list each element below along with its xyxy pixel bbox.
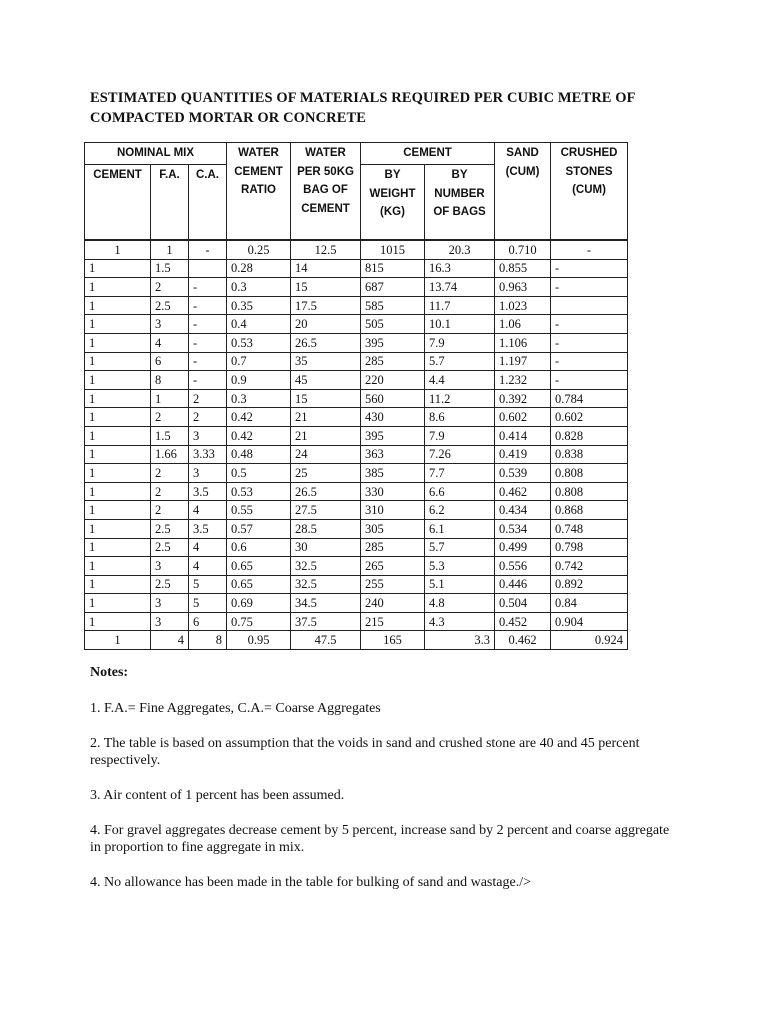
cell-sand: 1.197 <box>495 352 551 371</box>
cell-mix-cement: 1 <box>85 519 151 538</box>
cell-mix-cement: 1 <box>85 259 151 278</box>
cell-crushed-stones: - <box>551 333 628 352</box>
cell-crushed-stones: - <box>551 240 628 259</box>
cell-mix-cement: 1 <box>85 240 151 259</box>
cell-sand: 0.534 <box>495 519 551 538</box>
table-body <box>85 240 628 650</box>
table-row <box>85 482 628 501</box>
cell-cement-by-number: 16.3 <box>425 259 495 278</box>
cell-water-per-bag: 14 <box>291 259 361 278</box>
cell-sand: 0.602 <box>495 408 551 427</box>
cell-mix-cement: 1 <box>85 612 151 631</box>
cell-mix-cement: 1 <box>85 371 151 390</box>
cell-fa: 2 <box>151 482 189 501</box>
cell-cement-by-weight: 395 <box>361 333 425 352</box>
cell-cement-by-weight: 363 <box>361 445 425 464</box>
cell-water-per-bag: 26.5 <box>291 482 361 501</box>
cell-cement-by-weight: 165 <box>361 631 425 650</box>
cell-sand: 0.419 <box>495 445 551 464</box>
cell-cement-by-weight: 240 <box>361 594 425 613</box>
cell-water-cement-ratio: 0.53 <box>227 482 291 501</box>
cell-water-cement-ratio: 0.4 <box>227 315 291 334</box>
table-row <box>85 538 628 557</box>
cell-sand: 1.023 <box>495 296 551 315</box>
cell-cement-by-number: 5.3 <box>425 557 495 576</box>
cell-mix-cement: 1 <box>85 408 151 427</box>
cell-ca: - <box>189 240 227 259</box>
table-row <box>85 612 628 631</box>
cell-cement-by-number: 7.9 <box>425 426 495 445</box>
materials-table <box>84 142 628 650</box>
cell-fa: 1.5 <box>151 426 189 445</box>
cell-water-per-bag: 15 <box>291 389 361 408</box>
cell-ca: 5 <box>189 575 227 594</box>
cell-ca: 4 <box>189 557 227 576</box>
table-row <box>85 296 628 315</box>
cell-fa: 2.5 <box>151 519 189 538</box>
cell-fa: 3 <box>151 315 189 334</box>
cell-sand: 0.556 <box>495 557 551 576</box>
cell-cement-by-number: 6.6 <box>425 482 495 501</box>
cell-crushed-stones: - <box>551 315 628 334</box>
cell-water-per-bag: 35 <box>291 352 361 371</box>
cell-fa: 2.5 <box>151 296 189 315</box>
table-row <box>85 352 628 371</box>
cell-mix-cement: 1 <box>85 482 151 501</box>
cell-mix-cement: 1 <box>85 352 151 371</box>
cell-water-per-bag: 27.5 <box>291 501 361 520</box>
cell-cement-by-weight: 560 <box>361 389 425 408</box>
cell-fa: 2.5 <box>151 575 189 594</box>
cell-ca: 2 <box>189 408 227 427</box>
cell-sand: 1.232 <box>495 371 551 390</box>
table-row <box>85 315 628 334</box>
header-water-cement-ratio: WATER CEMENT RATIO <box>227 143 291 241</box>
cell-cement-by-weight: 310 <box>361 501 425 520</box>
cell-fa: 3 <box>151 594 189 613</box>
cell-fa: 3 <box>151 612 189 631</box>
cell-water-per-bag: 17.5 <box>291 296 361 315</box>
cell-water-cement-ratio: 0.95 <box>227 631 291 650</box>
cell-cement-by-weight: 285 <box>361 352 425 371</box>
cell-sand: 0.710 <box>495 240 551 259</box>
cell-mix-cement: 1 <box>85 296 151 315</box>
note-item: 2. The table is based on assumption that the voids in sand and crushed stone are 40 and 45 percent respectively. <box>90 736 640 768</box>
cell-water-cement-ratio: 0.65 <box>227 557 291 576</box>
cell-water-cement-ratio: 0.35 <box>227 296 291 315</box>
cell-water-cement-ratio: 0.69 <box>227 594 291 613</box>
cell-mix-cement: 1 <box>85 278 151 297</box>
cell-cement-by-weight: 1015 <box>361 240 425 259</box>
cell-cement-by-number: 20.3 <box>425 240 495 259</box>
cell-water-per-bag: 20 <box>291 315 361 334</box>
cell-sand: 0.499 <box>495 538 551 557</box>
cell-cement-by-weight: 505 <box>361 315 425 334</box>
cell-water-per-bag: 30 <box>291 538 361 557</box>
cell-cement-by-number: 7.7 <box>425 464 495 483</box>
cell-crushed-stones: 0.904 <box>551 612 628 631</box>
cell-sand: 0.462 <box>495 482 551 501</box>
cell-crushed-stones: 0.602 <box>551 408 628 427</box>
header-sand: SAND (CUM) <box>495 143 551 241</box>
cell-crushed-stones: 0.924 <box>551 631 628 650</box>
cell-ca: 3 <box>189 426 227 445</box>
cell-ca: - <box>189 278 227 297</box>
cell-mix-cement: 1 <box>85 538 151 557</box>
cell-cement-by-weight: 265 <box>361 557 425 576</box>
cell-cement-by-number: 11.2 <box>425 389 495 408</box>
cell-fa: 2 <box>151 464 189 483</box>
cell-cement-by-weight: 815 <box>361 259 425 278</box>
cell-water-cement-ratio: 0.57 <box>227 519 291 538</box>
cell-crushed-stones: - <box>551 278 628 297</box>
cell-cement-by-number: 4.4 <box>425 371 495 390</box>
table-row <box>85 259 628 278</box>
cell-water-cement-ratio: 0.75 <box>227 612 291 631</box>
cell-water-cement-ratio: 0.42 <box>227 408 291 427</box>
cell-cement-by-number: 3.3 <box>425 631 495 650</box>
cell-sand: 0.392 <box>495 389 551 408</box>
header-ca: C.A. <box>189 165 227 241</box>
header-crushed-stones: CRUSHED STONES (CUM) <box>551 143 628 241</box>
cell-fa: 1.66 <box>151 445 189 464</box>
cell-fa: 3 <box>151 557 189 576</box>
cell-cement-by-number: 5.1 <box>425 575 495 594</box>
table-row <box>85 519 628 538</box>
cell-sand: 0.462 <box>495 631 551 650</box>
cell-water-cement-ratio: 0.7 <box>227 352 291 371</box>
cell-crushed-stones: 0.798 <box>551 538 628 557</box>
cell-cement-by-number: 6.2 <box>425 501 495 520</box>
cell-sand: 1.06 <box>495 315 551 334</box>
cell-mix-cement: 1 <box>85 389 151 408</box>
note-item: 3. Air content of 1 percent has been assumed. <box>90 788 345 803</box>
cell-water-cement-ratio: 0.3 <box>227 389 291 408</box>
cell-fa: 6 <box>151 352 189 371</box>
cell-mix-cement: 1 <box>85 464 151 483</box>
cell-water-cement-ratio: 0.25 <box>227 240 291 259</box>
table-row <box>85 575 628 594</box>
cell-water-per-bag: 24 <box>291 445 361 464</box>
cell-cement-by-number: 7.9 <box>425 333 495 352</box>
cell-water-cement-ratio: 0.65 <box>227 575 291 594</box>
table-row <box>85 371 628 390</box>
cell-fa: 4 <box>151 631 189 650</box>
cell-sand: 0.855 <box>495 259 551 278</box>
cell-ca: - <box>189 371 227 390</box>
cell-water-cement-ratio: 0.28 <box>227 259 291 278</box>
cell-water-cement-ratio: 0.42 <box>227 426 291 445</box>
header-nominal-mix: NOMINAL MIX <box>85 143 227 165</box>
cell-crushed-stones: 0.84 <box>551 594 628 613</box>
cell-water-cement-ratio: 0.5 <box>227 464 291 483</box>
cell-ca: 4 <box>189 501 227 520</box>
cell-cement-by-weight: 255 <box>361 575 425 594</box>
cell-ca: - <box>189 315 227 334</box>
table-row <box>85 445 628 464</box>
cell-water-cement-ratio: 0.9 <box>227 371 291 390</box>
header-mix-cement: CEMENT <box>85 165 151 241</box>
cell-cement-by-weight: 395 <box>361 426 425 445</box>
cell-mix-cement: 1 <box>85 557 151 576</box>
table-header-row <box>85 143 628 165</box>
cell-cement-by-weight: 305 <box>361 519 425 538</box>
cell-water-per-bag: 12.5 <box>291 240 361 259</box>
cell-ca: 3 <box>189 464 227 483</box>
cell-crushed-stones: 0.808 <box>551 464 628 483</box>
cell-crushed-stones: 0.742 <box>551 557 628 576</box>
cell-water-cement-ratio: 0.3 <box>227 278 291 297</box>
cell-sand: 0.504 <box>495 594 551 613</box>
cell-ca <box>189 259 227 278</box>
cell-cement-by-weight: 585 <box>361 296 425 315</box>
cell-fa: 2.5 <box>151 538 189 557</box>
cell-water-per-bag: 25 <box>291 464 361 483</box>
cell-fa: 1 <box>151 389 189 408</box>
notes-title: Notes: <box>90 665 129 680</box>
cell-cement-by-number: 11.7 <box>425 296 495 315</box>
document-title: ESTIMATED QUANTITIES OF MATERIALS REQUIRED PER CUBIC METRE OF COMPACTED MORTAR OR CONCRETE <box>90 90 636 126</box>
header-by-weight: BY WEIGHT (KG) <box>361 165 425 241</box>
cell-sand: 0.414 <box>495 426 551 445</box>
cell-water-per-bag: 32.5 <box>291 575 361 594</box>
table-row <box>85 501 628 520</box>
cell-cement-by-number: 8.6 <box>425 408 495 427</box>
cell-ca: 8 <box>189 631 227 650</box>
cell-crushed-stones: 0.828 <box>551 426 628 445</box>
cell-water-per-bag: 21 <box>291 408 361 427</box>
table-row <box>85 631 628 650</box>
cell-cement-by-weight: 687 <box>361 278 425 297</box>
table-row <box>85 557 628 576</box>
cell-mix-cement: 1 <box>85 501 151 520</box>
cell-cement-by-weight: 215 <box>361 612 425 631</box>
cell-cement-by-number: 13.74 <box>425 278 495 297</box>
cell-water-per-bag: 28.5 <box>291 519 361 538</box>
cell-ca: - <box>189 333 227 352</box>
cell-water-per-bag: 37.5 <box>291 612 361 631</box>
cell-cement-by-weight: 220 <box>361 371 425 390</box>
cell-fa: 8 <box>151 371 189 390</box>
cell-sand: 0.539 <box>495 464 551 483</box>
cell-ca: 5 <box>189 594 227 613</box>
cell-cement-by-number: 10.1 <box>425 315 495 334</box>
cell-water-per-bag: 26.5 <box>291 333 361 352</box>
cell-crushed-stones: 0.892 <box>551 575 628 594</box>
cell-sand: 1.106 <box>495 333 551 352</box>
cell-sand: 0.963 <box>495 278 551 297</box>
cell-crushed-stones: 0.784 <box>551 389 628 408</box>
cell-fa: 2 <box>151 278 189 297</box>
cell-water-cement-ratio: 0.6 <box>227 538 291 557</box>
cell-sand: 0.434 <box>495 501 551 520</box>
cell-ca: 4 <box>189 538 227 557</box>
cell-ca: 6 <box>189 612 227 631</box>
cell-cement-by-number: 4.8 <box>425 594 495 613</box>
cell-fa: 1.5 <box>151 259 189 278</box>
header-fa: F.A. <box>151 165 189 241</box>
cell-crushed-stones: - <box>551 352 628 371</box>
table-row <box>85 408 628 427</box>
cell-cement-by-weight: 285 <box>361 538 425 557</box>
cell-crushed-stones: 0.838 <box>551 445 628 464</box>
cell-sand: 0.446 <box>495 575 551 594</box>
cell-mix-cement: 1 <box>85 333 151 352</box>
cell-fa: 4 <box>151 333 189 352</box>
cell-ca: 3.5 <box>189 482 227 501</box>
note-item: 1. F.A.= Fine Aggregates, C.A.= Coarse Aggregates <box>90 701 381 716</box>
cell-cement-by-number: 5.7 <box>425 538 495 557</box>
cell-ca: 2 <box>189 389 227 408</box>
cell-cement-by-weight: 430 <box>361 408 425 427</box>
cell-crushed-stones: - <box>551 371 628 390</box>
header-cement: CEMENT <box>361 143 495 165</box>
cell-fa: 2 <box>151 408 189 427</box>
cell-sand: 0.452 <box>495 612 551 631</box>
cell-crushed-stones: - <box>551 259 628 278</box>
cell-cement-by-number: 7.26 <box>425 445 495 464</box>
cell-ca: - <box>189 352 227 371</box>
table-row <box>85 594 628 613</box>
cell-mix-cement: 1 <box>85 315 151 334</box>
cell-water-per-bag: 15 <box>291 278 361 297</box>
cell-cement-by-weight: 385 <box>361 464 425 483</box>
cell-water-per-bag: 32.5 <box>291 557 361 576</box>
cell-cement-by-weight: 330 <box>361 482 425 501</box>
cell-fa: 2 <box>151 501 189 520</box>
cell-water-per-bag: 47.5 <box>291 631 361 650</box>
cell-mix-cement: 1 <box>85 445 151 464</box>
cell-cement-by-number: 6.1 <box>425 519 495 538</box>
cell-crushed-stones: 0.868 <box>551 501 628 520</box>
cell-water-cement-ratio: 0.55 <box>227 501 291 520</box>
cell-water-per-bag: 45 <box>291 371 361 390</box>
cell-ca: 3.33 <box>189 445 227 464</box>
cell-ca: 3.5 <box>189 519 227 538</box>
table-row <box>85 389 628 408</box>
table-row <box>85 464 628 483</box>
cell-ca: - <box>189 296 227 315</box>
cell-water-per-bag: 34.5 <box>291 594 361 613</box>
table-row <box>85 240 628 259</box>
cell-mix-cement: 1 <box>85 575 151 594</box>
cell-mix-cement: 1 <box>85 594 151 613</box>
cell-mix-cement: 1 <box>85 426 151 445</box>
note-item: 4. No allowance has been made in the table for bulking of sand and wastage./> <box>90 875 531 890</box>
table-row <box>85 278 628 297</box>
cell-cement-by-number: 4.3 <box>425 612 495 631</box>
cell-crushed-stones <box>551 296 628 315</box>
cell-crushed-stones: 0.748 <box>551 519 628 538</box>
cell-mix-cement: 1 <box>85 631 151 650</box>
cell-water-cement-ratio: 0.53 <box>227 333 291 352</box>
header-water-per-bag: WATER PER 50KG BAG OF CEMENT <box>291 143 361 241</box>
cell-fa: 1 <box>151 240 189 259</box>
cell-water-cement-ratio: 0.48 <box>227 445 291 464</box>
cell-cement-by-number: 5.7 <box>425 352 495 371</box>
table-row <box>85 426 628 445</box>
notes-section <box>90 664 670 909</box>
cell-crushed-stones: 0.808 <box>551 482 628 501</box>
table-row <box>85 333 628 352</box>
cell-water-per-bag: 21 <box>291 426 361 445</box>
note-item: 4. For gravel aggregates decrease cement by 5 percent, increase sand by 2 percent and coarse aggregate in proportion to fine aggregate in mix. <box>90 823 670 855</box>
header-by-number: BY NUMBER OF BAGS <box>425 165 495 241</box>
